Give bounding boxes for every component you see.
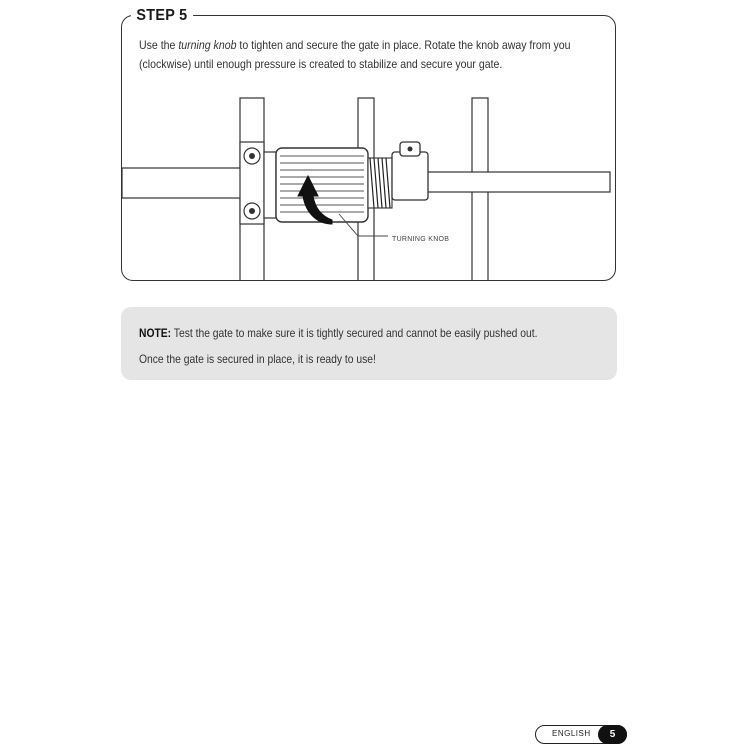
footer-language: ENGLISH [552, 729, 591, 738]
step-title: STEP 5 [131, 7, 193, 25]
turning-knob [276, 148, 368, 222]
turning-knob-callout: TURNING KNOB [392, 236, 450, 243]
emphasis-turning-knob: turning knob [178, 38, 237, 52]
page-number: 5 [598, 725, 627, 744]
step-instructions [139, 36, 571, 74]
instruction-line-1: Use the turning knob to tighten and secure the gate in place. Rotate the knob away from you [139, 38, 571, 52]
instruction-line-2: (clockwise) until enough pressure is created to stabilize and secure your gate. [139, 57, 503, 71]
note-line-1: NOTE: Test the gate to make sure it is tightly secured and cannot be easily pushed out. [139, 326, 538, 340]
note-text [139, 320, 552, 372]
note-line-2: Once the gate is secured in place, it is ready to use! [139, 352, 376, 366]
note-label: NOTE: [139, 326, 172, 340]
gate-diagram [122, 96, 615, 280]
